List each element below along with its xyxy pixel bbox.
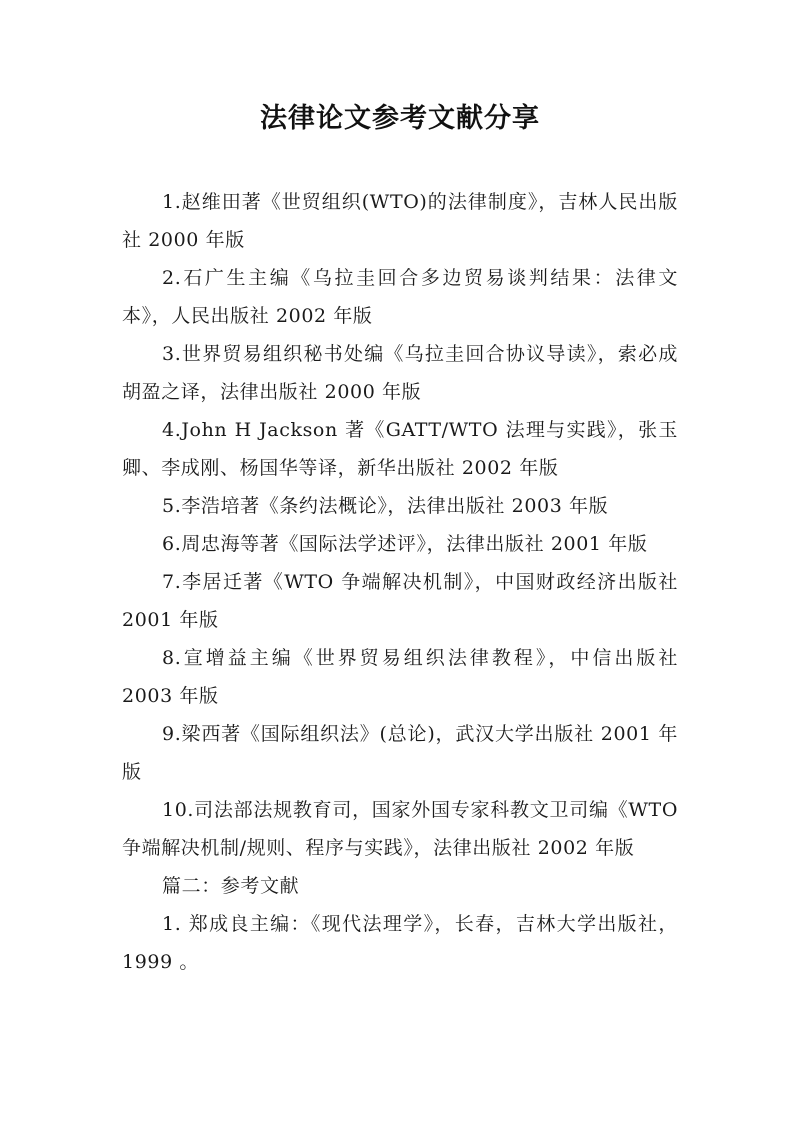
reference-item-9: 9.梁西著《国际组织法》(总论)，武汉大学出版社 2001 年版 [122, 723, 678, 783]
reference-item-8: 8.宣增益主编《世界贸易组织法律教程》，中信出版社 2003 年版 [122, 647, 678, 707]
reference-item-10: 10.司法部法规教育司，国家外国专家科教文卫司编《WTO 争端解决机制/规则、程序与实践》，法律出版社 2002 年版 [122, 799, 678, 859]
reference-item-1: 1.赵维田著《世贸组织(WTO)的法律制度》，吉林人民出版社 2000 年版 [122, 191, 678, 251]
reference-item-3: 3.世界贸易组织秘书处编《乌拉圭回合协议导读》，索必成胡盈之译，法律出版社 2000 年版 [122, 343, 678, 403]
reference-item-section2-1: 1. 郑成良主编：《现代法理学》，长春，吉林大学出版社，1999 。 [122, 913, 678, 973]
reference-item-7: 7.李居迁著《WTO 争端解决机制》，中国财政经济出版社 2001 年版 [122, 571, 678, 631]
reference-item-4: 4.John H Jackson 著《GATT/WTO 法理与实践》，张玉卿、李成刚、杨国华等译，新华出版社 2002 年版 [122, 419, 678, 479]
reference-item-5: 5.李浩培著《条约法概论》，法律出版社 2003 年版 [162, 495, 609, 517]
section-heading: 篇二：参考文献 [162, 875, 300, 897]
document-body [122, 183, 678, 981]
reference-item-6: 6.周忠海等著《国际法学述评》，法律出版社 2001 年版 [162, 533, 648, 555]
document-title: 法律论文参考文献分享 [260, 103, 540, 134]
reference-item-2: 2.石广生主编《乌拉圭回合多边贸易谈判结果：法律文本》，人民出版社 2002 年版 [122, 267, 678, 327]
